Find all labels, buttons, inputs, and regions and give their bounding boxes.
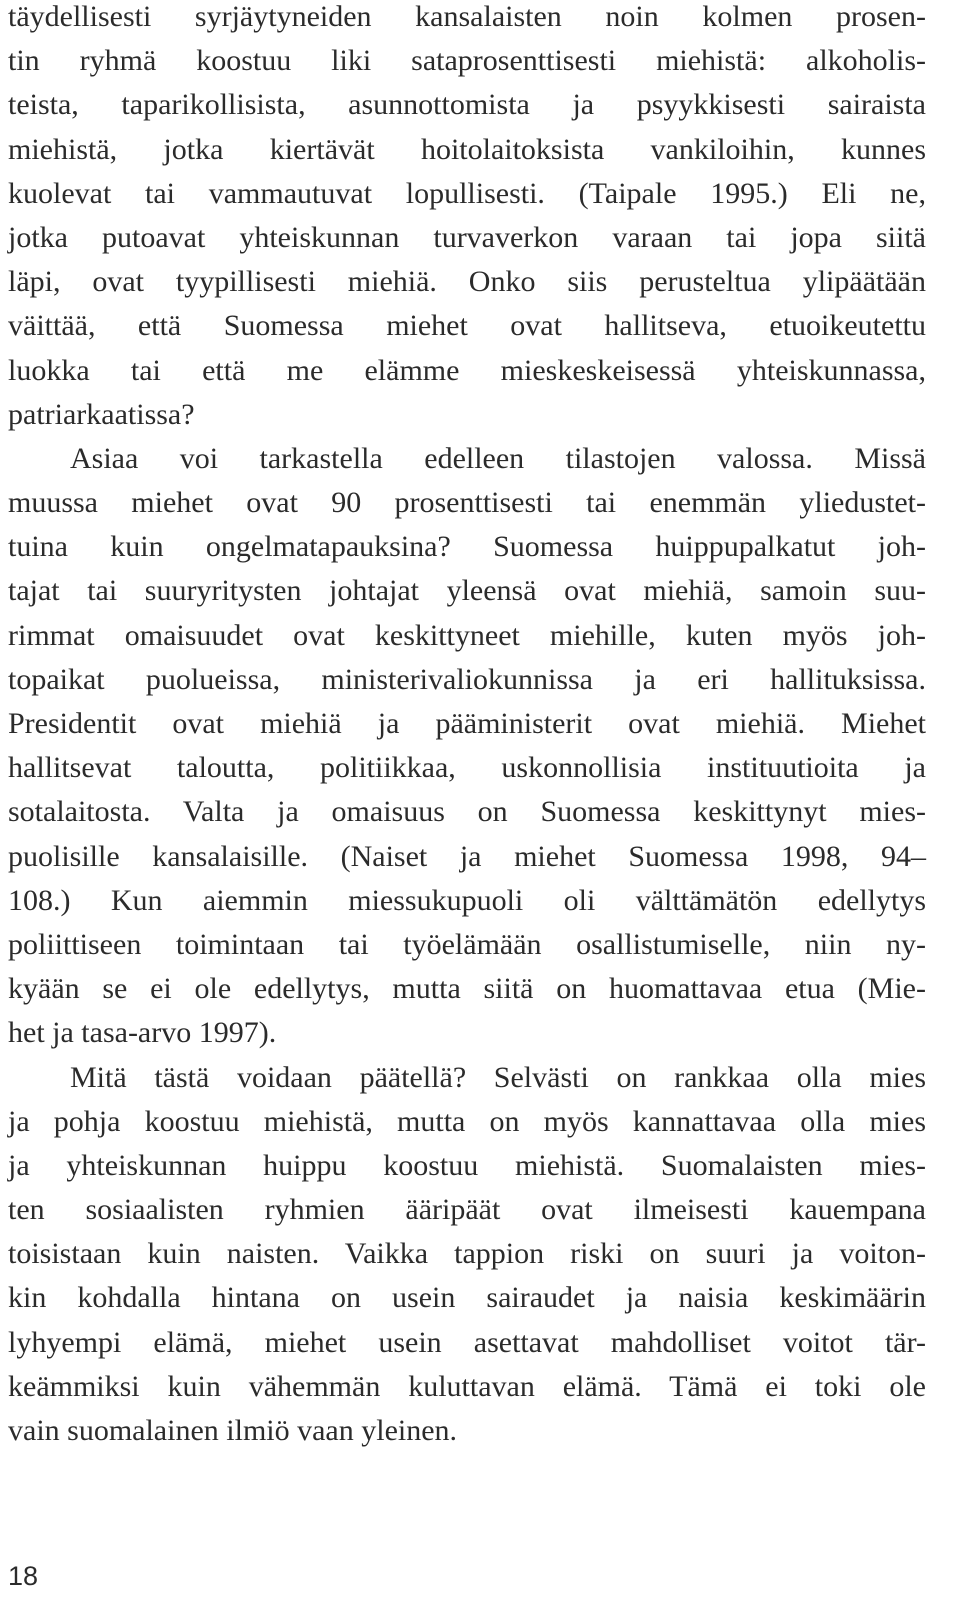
text-line: kuolevat tai vammautuvat lopullisesti. (Taipale 1995.) Eli ne, xyxy=(8,176,926,210)
text-line: toisistaan kuin naisten. Vaikka tappion riski on suuri ja voiton- xyxy=(8,1237,926,1271)
paragraph-2 xyxy=(8,437,926,1056)
text-line: läpi, ovat tyypillisesti miehiä. Onko siis perusteltua ylipäätään xyxy=(8,265,926,299)
text-line: kin kohdalla hintana on usein sairaudet ja naisia keskimäärin xyxy=(8,1281,926,1315)
text-line: sotalaitosta. Valta ja omaisuus on Suomessa keskittynyt mies- xyxy=(8,795,926,829)
text-line: tin ryhmä koostuu liki sataprosenttisesti miehistä: alkoholis- xyxy=(8,44,926,78)
text-line: Asiaa voi tarkastella edelleen tilastojen valossa. Missä xyxy=(70,441,926,475)
text-line: kyään se ei ole edellytys, mutta siitä on huomattavaa etua (Mie- xyxy=(8,972,926,1006)
text-line: tajat tai suuryritysten johtajat yleensä ovat miehiä, samoin suu- xyxy=(8,574,926,608)
text-line: puolisille kansalaisille. (Naiset ja miehet Suomessa 1998, 94– xyxy=(8,839,926,873)
paragraph-3 xyxy=(8,1056,926,1454)
text-line: poliittiseen toimintaan tai työelämään osallistumiselle, niin ny- xyxy=(8,927,926,961)
text-line: Presidentit ovat miehiä ja pääministerit ovat miehiä. Miehet xyxy=(8,707,926,740)
text-line: muussa miehet ovat 90 prosenttisesti tai enemmän yliedustet- xyxy=(8,486,926,520)
text-line: patriarkaatissa? xyxy=(8,397,195,431)
text-line: het ja tasa-arvo 1997). xyxy=(8,1016,277,1050)
text-line: jotka putoavat yhteiskunnan turvaverkon varaan tai jopa siitä xyxy=(8,220,926,254)
text-line: lyhyempi elämä, miehet usein asettavat mahdolliset voitot tär- xyxy=(8,1325,926,1359)
text-line: hallitsevat taloutta, politiikkaa, uskonnollisia instituutioita ja xyxy=(8,751,926,785)
text-line: Mitä tästä voidaan päätellä? Selvästi on rankkaa olla mies xyxy=(70,1060,926,1094)
text-line: väittää, että Suomessa miehet ovat hallitseva, etuoikeutettu xyxy=(8,309,926,343)
text-line: vain suomalainen ilmiö vaan yleinen. xyxy=(8,1414,458,1447)
text-line: teista, taparikollisista, asunnottomista ja psyykkisesti sairaista xyxy=(8,88,926,122)
text-line: tuina kuin ongelmatapauksina? Suomessa huippupalkatut joh- xyxy=(8,530,926,564)
page-body xyxy=(8,0,926,1453)
text-line: rimmat omaisuudet ovat keskittyneet miehille, kuten myös joh- xyxy=(8,618,926,652)
text-line: luokka tai että me elämme mieskeskeisessä yhteiskunnassa, xyxy=(8,353,926,387)
text-line: keämmiksi kuin vähemmän kuluttavan elämä. Tämä ei toki ole xyxy=(8,1369,926,1403)
paragraph-1 xyxy=(8,0,926,437)
text-line: ja yhteiskunnan huippu koostuu miehistä. Suomalaisten mies- xyxy=(8,1148,926,1182)
text-line: täydellisesti syrjäytyneiden kansalaisten noin kolmen prosen- xyxy=(8,0,926,33)
text-line: 108.) Kun aiemmin miessukupuoli oli välttämätön edellytys xyxy=(8,883,926,917)
text-line: ten sosiaalisten ryhmien ääripäät ovat ilmeisesti kauempana xyxy=(8,1193,926,1227)
text-line: ja pohja koostuu miehistä, mutta on myös kannattavaa olla mies xyxy=(8,1104,926,1138)
text-line: miehistä, jotka kiertävät hoitolaitoksista vankiloihin, kunnes xyxy=(8,132,926,166)
page-number: 18 xyxy=(8,1561,39,1591)
text-line: topaikat puolueissa, ministerivaliokunnissa ja eri hallituksissa. xyxy=(8,662,926,696)
